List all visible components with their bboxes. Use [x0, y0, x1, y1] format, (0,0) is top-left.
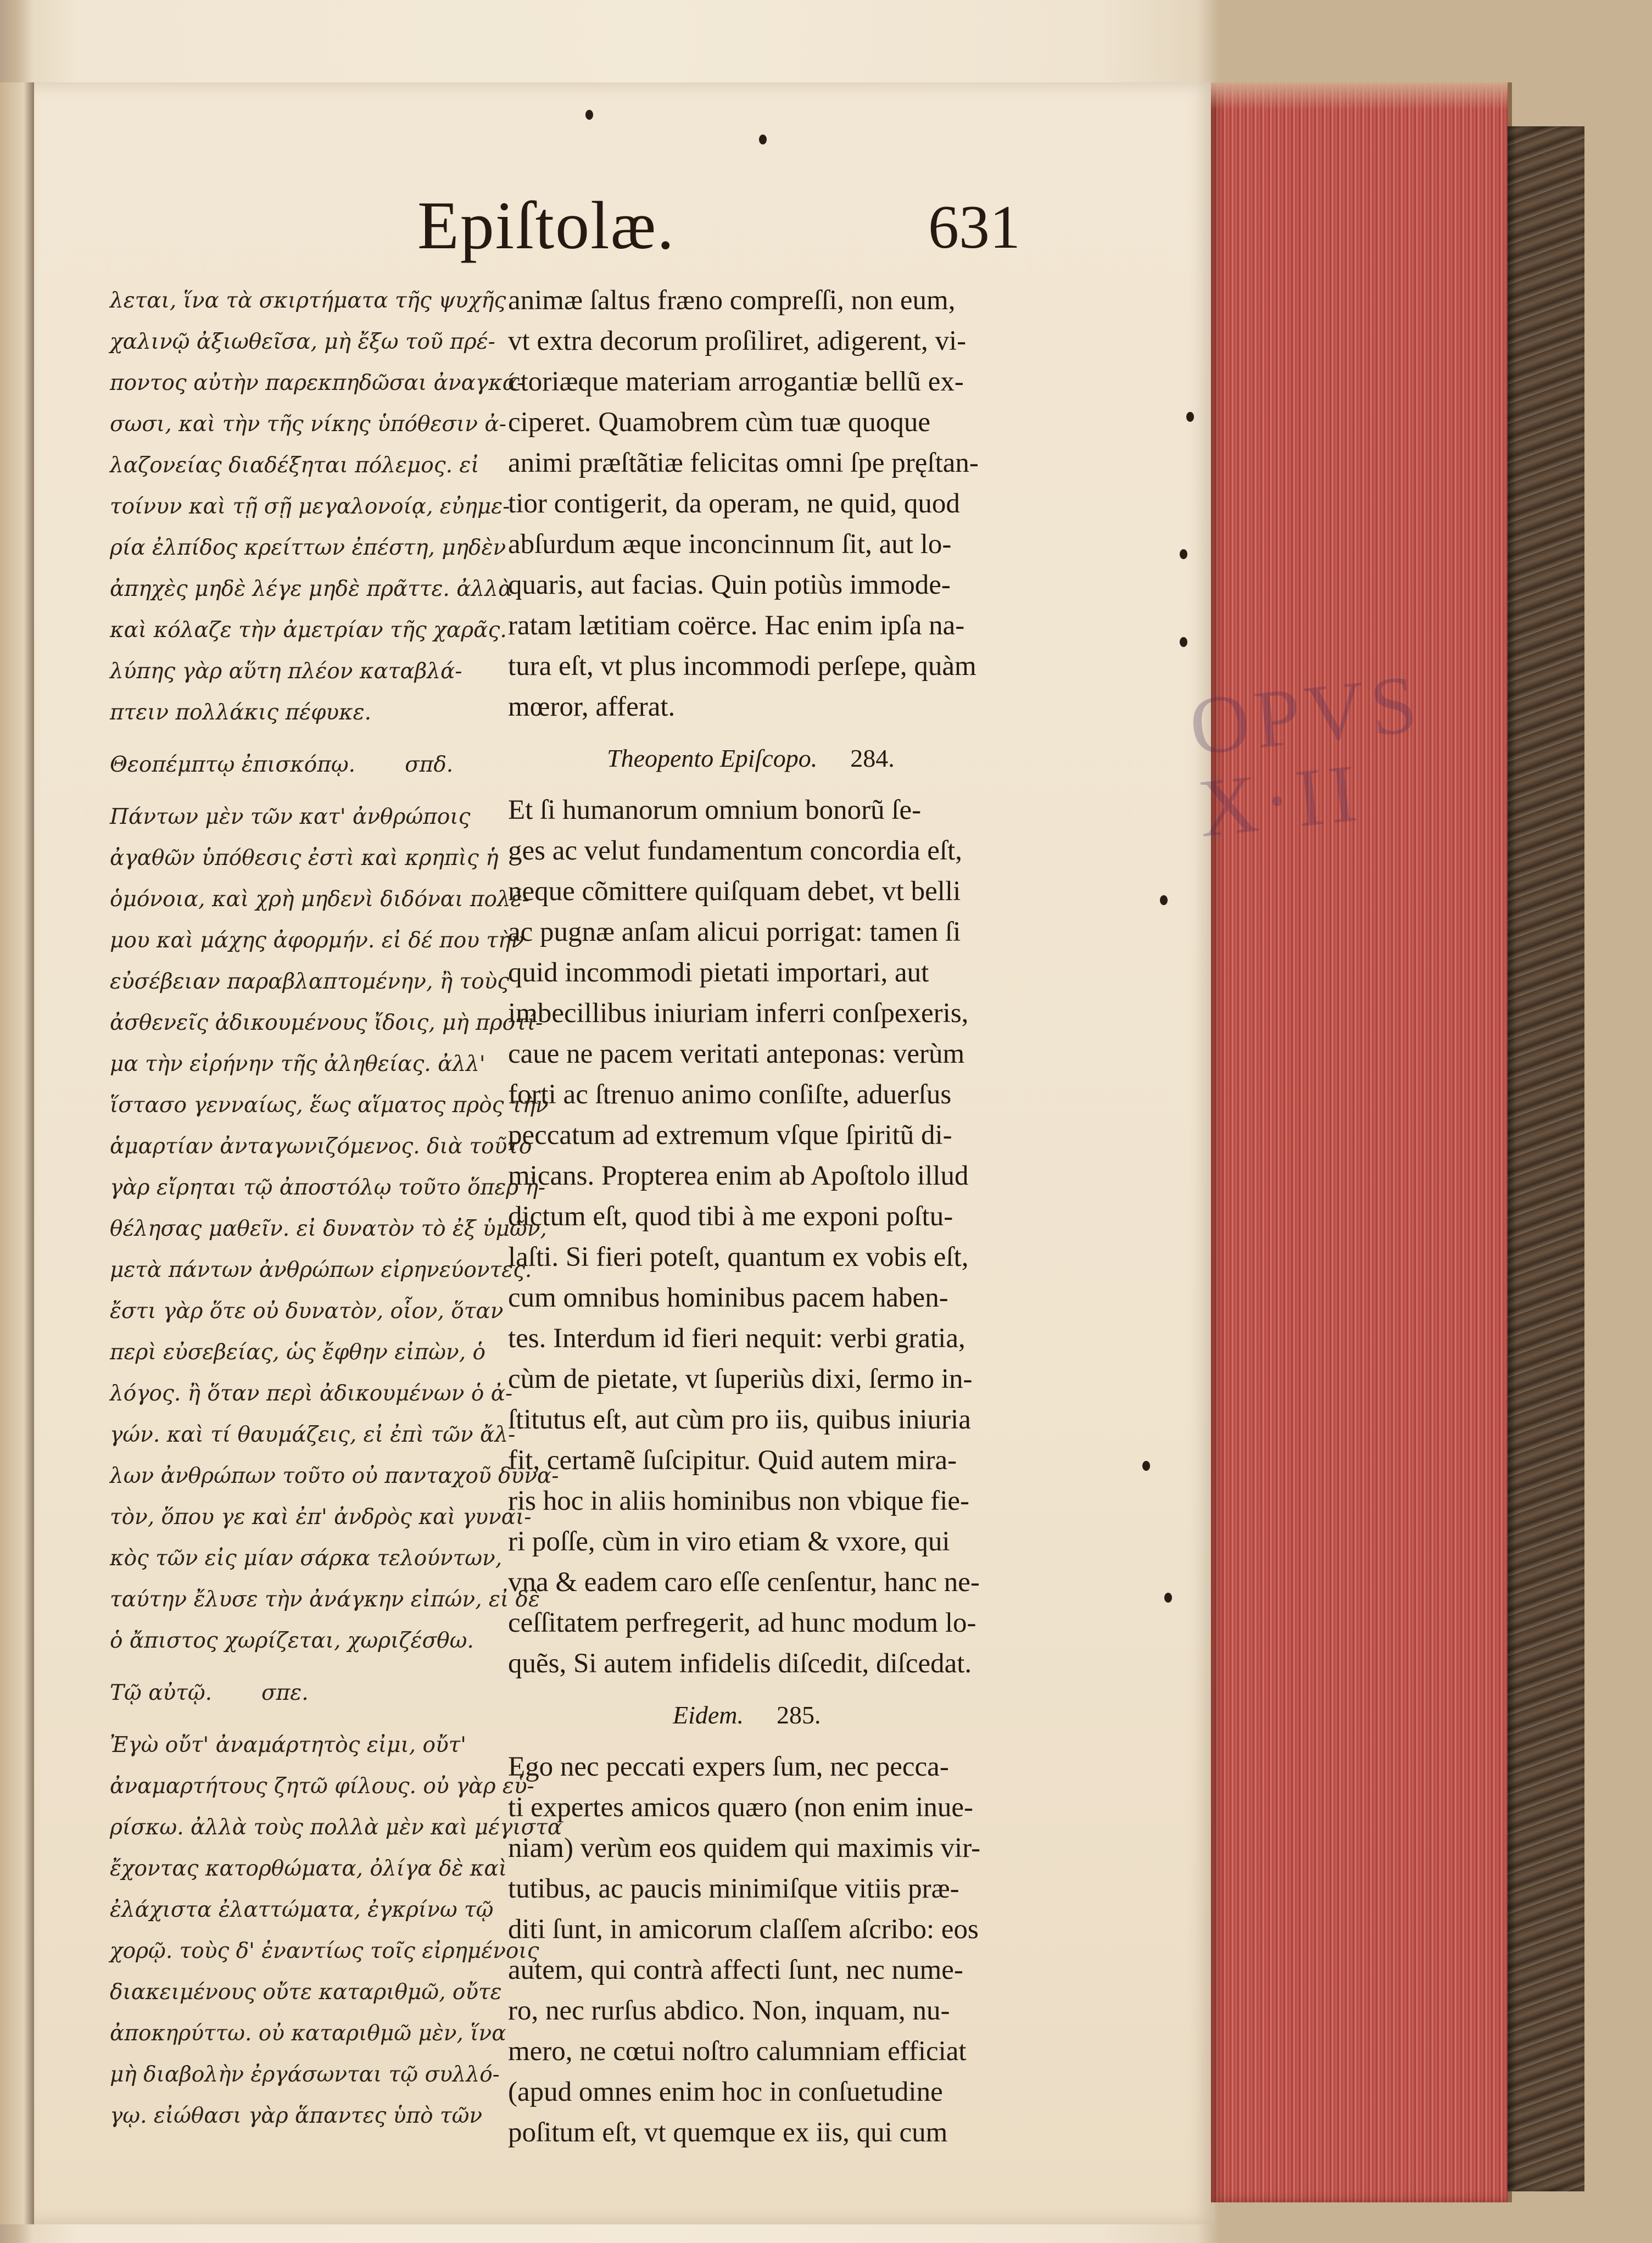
latin-line: ctoriæque materiam arrogantiæ bellũ ex- [508, 366, 964, 397]
greek-line: ὁμόνοια, καὶ χρὴ μηδενὶ διδόναι πολέ- [110, 887, 529, 912]
greek-line: λων ἀνθρώπων τοῦτο οὐ πανταχοῦ δυνα- [110, 1464, 559, 1488]
latin-line: ratam lætitiam coërce. Hac enim ipſa na- [508, 610, 965, 641]
greek-line: λαζονείας διαδέξηται πόλεμος. εἰ [110, 453, 479, 478]
greek-heading-name: Θεοπέμπτῳ ἐπισκόπῳ. [110, 752, 356, 777]
latin-line: mœror, afferat. [508, 691, 676, 722]
greek-line: γών. καὶ τί θαυμάζεις, εἰ ἐπὶ τῶν ἄλ- [110, 1422, 516, 1447]
latin-line: ac pugnæ anſam alicui porrigat: tamen ſi [508, 917, 961, 947]
wormhole [759, 135, 767, 144]
latin-line: tutibus, ac paucis minimiſque vitiis præ- [508, 1873, 959, 1904]
latin-line: quaris, aut facias. Quin potiùs immode- [508, 570, 951, 600]
greek-line: ἀποκηρύττω. οὐ καταριθμῶ μὲν, ἵνα [110, 2021, 506, 2046]
latin-paragraph [508, 1747, 1013, 2153]
greek-line: ρία ἐλπίδος κρείττων ἐπέστη, μηδὲν [110, 535, 506, 560]
greek-line: ἔστι γὰρ ὅτε οὐ δυνατὸν, οἷον, ὅταν [110, 1299, 504, 1324]
latin-line: forti ac ſtrenuo animo conſiſte, aduerſus [508, 1079, 952, 1110]
latin-line: quẽs, Si autem infidelis diſcedit, diſcedat. [508, 1648, 972, 1679]
book-cover-edge [1508, 126, 1584, 2191]
latin-paragraph [508, 790, 1013, 1684]
latin-line: tior contigerit, da operam, ne quid, quod [508, 488, 960, 519]
wormhole [1180, 637, 1187, 647]
latin-line: vna & eadem caro eſſe cenſentur, hanc ne- [508, 1567, 980, 1598]
greek-paragraph [110, 1725, 562, 2136]
latin-line: autem, qui contrà affecti ſunt, nec nume- [508, 1955, 963, 1985]
latin-paragraph [508, 280, 1013, 727]
latin-line: cum omnibus hominibus pacem haben- [508, 1282, 948, 1313]
greek-letter-heading [110, 744, 505, 785]
wormhole [1142, 1461, 1150, 1471]
latin-line: peccatum ad extremum vſque ſpiritũ di- [508, 1120, 952, 1151]
greek-line: μου καὶ μάχης ἀφορμήν. εἰ δέ που τὴν [110, 928, 524, 953]
greek-heading-number: σπδ. [405, 752, 454, 777]
latin-line: ges ac velut fundamentum concordia eſt, [508, 835, 963, 866]
greek-line: εὐσέβειαν παραβλαπτομένην, ἢ τοὺς [110, 969, 510, 994]
page-header [44, 187, 1054, 264]
greek-line: ταύτην ἔλυσε τὴν ἀνάγκην εἰπών, εἰ δὲ [110, 1587, 540, 1612]
latin-line: Ego nec peccati expers ſum, nec pecca- [508, 1751, 949, 1782]
previous-page-edge [0, 82, 34, 2224]
greek-line: μα τὴν εἰρήνην τῆς ἀληθείας. ἀλλ' [110, 1052, 485, 1076]
greek-paragraph [110, 796, 559, 1661]
latin-heading-name: Theopento Epiſcopo. [607, 744, 818, 772]
greek-line: κὸς τῶν εἰς μίαν σάρκα τελούντων, [110, 1546, 503, 1571]
greek-line: ἀναμαρτήτους ζητῶ φίλους. οὐ γὰρ εὑ- [110, 1774, 534, 1799]
latin-line: animæ ſaltus fræno compreſſi, non eum, [508, 285, 956, 316]
latin-line: tura eſt, vt plus incommodi perſepe, quàm [508, 651, 976, 682]
page-number: 631 [928, 193, 1020, 261]
latin-line: (apud omnes enim hoc in conſuetudine [508, 2077, 943, 2107]
greek-text-column [110, 280, 562, 2136]
wormhole [585, 110, 593, 120]
greek-line: ἀπηχὲς μηδὲ λέγε μηδὲ πρᾶττε. ἀλλὰ [110, 577, 513, 601]
latin-line: poſitum eſt, vt quemque ex iis, qui cum [508, 2117, 948, 2148]
running-title: Epiſtolæ. [417, 188, 676, 263]
latin-line: caue ne pacem veritati anteponas: verùm [508, 1039, 965, 1069]
latin-line: ri poſſe, cùm in viro etiam & vxore, qui [508, 1526, 950, 1557]
latin-line: neque cõmittere quiſquam debet, vt belli [508, 876, 961, 907]
greek-line: μὴ διαβολὴν ἐργάσωνται τῷ συλλό- [110, 2062, 500, 2087]
latin-line: Et ſi humanorum omnium bonorũ ſe- [508, 795, 922, 825]
latin-line: vt extra decorum proſiliret, adigerent, vi- [508, 326, 967, 356]
greek-line: καὶ κόλαζε τὴν ἀμετρίαν τῆς χαρᾶς. [110, 618, 507, 643]
latin-line: niam) verùm eos quidem qui maximis vir- [508, 1833, 981, 1863]
latin-line: dictum eſt, quod tibi à me exponi poſtu- [508, 1201, 953, 1232]
latin-line: fit, certamẽ ſuſcipitur. Quid autem mira- [508, 1445, 957, 1476]
latin-line: laſti. Si fieri poteſt, quantum ex vobis eſt, [508, 1242, 969, 1273]
greek-line: γῳ. εἰώθασι γὰρ ἅπαντες ὑπὸ τῶν [110, 2103, 483, 2128]
latin-line: ti expertes amicos quæro (non enim inue- [508, 1792, 973, 1823]
greek-line: λεται, ἵνα τὰ σκιρτήματα τῆς ψυχῆς [110, 288, 506, 313]
latin-line: abſurdum æque inconcinnum ſit, aut lo- [508, 529, 952, 560]
wormhole [1164, 1593, 1172, 1603]
greek-line: λύπης γὰρ αὕτη πλέον καταβλά- [110, 659, 462, 684]
latin-line: animi præſtãtiæ felicitas omni ſpe pręſtan- [508, 448, 979, 478]
latin-line: micans. Propterea enim ab Apoſtolo illud [508, 1160, 969, 1191]
greek-line: ἔχοντας κατορθώματα, ὀλίγα δὲ καὶ [110, 1856, 507, 1881]
greek-line: ἀσθενεῖς ἀδικουμένους ἴδοις, μὴ προτί- [110, 1011, 543, 1035]
latin-heading-number: 285. [777, 1701, 821, 1729]
latin-text-column [508, 280, 1013, 2153]
greek-line: πτειν πολλάκις πέφυκε. [110, 700, 371, 725]
greek-line: λόγος. ἢ ὅταν περὶ ἀδικουμένων ὁ ἀ- [110, 1381, 513, 1406]
greek-line: ἐλάχιστα ἐλαττώματα, ἐγκρίνω τῷ [110, 1898, 494, 1922]
latin-line: ro, nec rurſus abdico. Non, inquam, nu- [508, 1995, 950, 2026]
greek-heading-number: σπε. [261, 1681, 309, 1705]
library-stamp-bleedthrough: OPVS X·II [1185, 657, 1426, 855]
greek-line: Πάντων μὲν τῶν κατ' ἀνθρώποις [110, 805, 471, 829]
greek-line: ἵστασο γενναίως, ἕως αἵματος πρὸς τὴν [110, 1093, 549, 1118]
wormhole [1160, 895, 1168, 905]
latin-heading-name: Eidem. [673, 1701, 744, 1729]
latin-line: ſtitutus eſt, aut cùm pro iis, quibus iniuria [508, 1404, 971, 1435]
greek-line: χορῷ. τοὺς δ' ἐναντίως τοῖς εἰρημένοις [110, 1939, 539, 1963]
latin-line: mero, ne cœtui noſtro calumniam efficiat [508, 2036, 967, 2067]
latin-line: cùm de pietate, vt ſuperiùs dixi, ſermo in- [508, 1364, 973, 1394]
greek-line: χαλινῷ ἀξιωθεῖσα, μὴ ἔξω τοῦ πρέ- [110, 330, 495, 354]
greek-line: θέλησας μαθεῖν. εἰ δυνατὸν τὸ ἐξ ὑμῶν, [110, 1217, 547, 1241]
greek-line: Ἐγὼ οὔτ' ἀναμάρτητὸς εἰμι, οὔτ' [110, 1733, 467, 1757]
latin-letter-heading [508, 1695, 1013, 1736]
greek-line: τοίνυν καὶ τῇ σῇ μεγαλονοίᾳ, εὐημε- [110, 494, 510, 519]
latin-line: diti ſunt, in amicorum claſſem aſcribo: eos [508, 1914, 979, 1945]
wormhole [1186, 412, 1194, 422]
latin-heading-number: 284. [850, 744, 895, 772]
greek-line: σωσι, καὶ τὴν τῆς νίκης ὑπόθεσιν ἀ- [110, 412, 506, 437]
page-block-edges [1211, 82, 1512, 2202]
greek-line: ὁ ἄπιστος χωρίζεται, χωριζέσθω. [110, 1628, 474, 1653]
greek-letter-heading [110, 1672, 505, 1714]
greek-line: ἀγαθῶν ὑπόθεσις ἐστὶ καὶ κρηπὶς ἡ [110, 846, 499, 871]
greek-line: τὸν, ὅπου γε καὶ ἐπ' ἀνδρὸς καὶ γυναι- [110, 1505, 532, 1530]
wormhole [1180, 549, 1187, 559]
greek-line: ἁμαρτίαν ἀνταγωνιζόμενος. διὰ τοῦτο [110, 1134, 532, 1159]
greek-line: περὶ εὐσεβείας, ὡς ἔφθην εἰπὼν, ὁ [110, 1340, 485, 1365]
latin-line: ceſſitatem perfregerit, ad hunc modum lo- [508, 1608, 976, 1638]
latin-line: ciperet. Quamobrem cùm tuæ quoque [508, 407, 931, 438]
greek-line: διακειμένους οὔτε καταριθμῶ, οὔτε [110, 1980, 502, 2005]
latin-line: tes. Interdum id fieri nequit: verbi gratia, [508, 1323, 965, 1354]
greek-paragraph [110, 280, 524, 733]
greek-line: μετὰ πάντων ἀνθρώπων εἰρηνεύοντες. [110, 1258, 532, 1282]
greek-line: γὰρ εἴρηται τῷ ἀποστόλῳ τοῦτο ὅπερ ἠ- [110, 1175, 546, 1200]
greek-line: ρίσκω. ἀλλὰ τοὺς πολλὰ μὲν καὶ μέγιστα [110, 1815, 562, 1840]
latin-line: quid incommodi pietati importari, aut [508, 957, 929, 988]
latin-letter-heading [508, 738, 1013, 779]
greek-heading-name: Τῷ αὐτῷ. [110, 1681, 213, 1705]
latin-line: imbecillibus iniuriam inferri conſpexeris, [508, 998, 969, 1029]
latin-line: ris hoc in aliis hominibus non vbique fie- [508, 1486, 969, 1516]
greek-line: ποντος αὐτὴν παρεκπηδῶσαι ἀναγκά- [110, 371, 524, 395]
